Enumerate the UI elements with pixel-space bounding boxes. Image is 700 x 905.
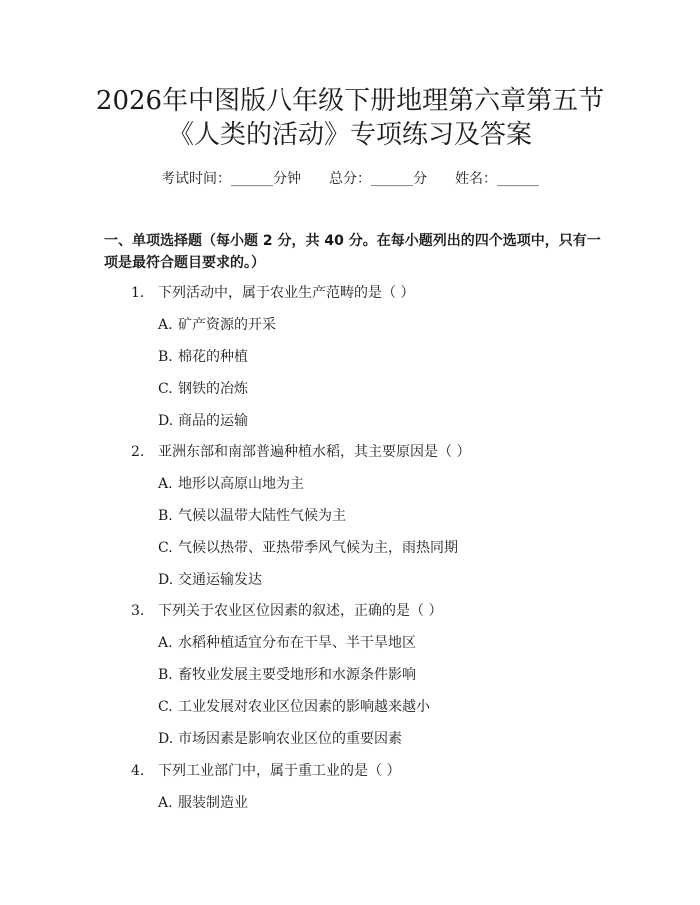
question-text: 下列活动中，属于农业生产范畴的是（ ） xyxy=(158,285,415,301)
option-text: 工业发展对农业区位因素的影响越来越小 xyxy=(178,699,430,715)
question-4 xyxy=(131,760,400,780)
option-letter: A. xyxy=(158,635,173,651)
question-3-option-c xyxy=(158,696,430,716)
option-text: 气候以温带大陆性气候为主 xyxy=(178,508,346,524)
option-letter: D. xyxy=(158,413,174,429)
question-2-option-b xyxy=(158,505,346,525)
question-2-option-d xyxy=(158,569,262,589)
exam-info xyxy=(0,168,700,188)
question-3-option-a xyxy=(158,632,416,652)
option-text: 钢铁的冶炼 xyxy=(178,381,248,397)
option-letter: C. xyxy=(158,381,173,397)
question-2-option-a xyxy=(158,473,304,493)
option-letter: D. xyxy=(158,572,174,588)
option-text: 畜牧业发展主要受地形和水源条件影响 xyxy=(178,667,416,683)
option-letter: D. xyxy=(158,731,174,747)
question-number: 1. xyxy=(131,285,145,301)
question-number: 4. xyxy=(131,763,145,779)
question-1-option-d xyxy=(158,410,248,430)
question-1-option-a xyxy=(158,314,276,334)
option-letter: A. xyxy=(158,476,173,492)
question-text: 亚洲东部和南部普遍种植水稻，其主要原因是（ ） xyxy=(158,444,471,460)
option-letter: C. xyxy=(158,540,173,556)
question-3-option-d xyxy=(158,728,402,748)
question-2 xyxy=(131,441,470,461)
question-text: 下列关于农业区位因素的叙述，正确的是（ ） xyxy=(158,603,443,619)
option-letter: B. xyxy=(158,508,173,524)
question-text: 下列工业部门中，属于重工业的是（ ） xyxy=(158,763,401,779)
option-text: 棉花的种植 xyxy=(178,349,248,365)
exam-time-field: 考试时间：______分钟 xyxy=(161,171,301,187)
option-text: 地形以高原山地为主 xyxy=(178,476,304,492)
document-title-line2: 《人类的活动》专项练习及答案 xyxy=(167,120,532,150)
question-2-option-c xyxy=(158,537,458,557)
question-1 xyxy=(131,282,414,302)
option-text: 矿产资源的开采 xyxy=(178,317,276,333)
option-letter: B. xyxy=(158,667,173,683)
question-3 xyxy=(131,600,442,620)
option-text: 市场因素是影响农业区位的重要因素 xyxy=(178,731,402,747)
option-text: 气候以热带、亚热带季风气候为主，雨热同期 xyxy=(178,540,458,556)
document-title-line1: 2026年中图版八年级下册地理第六章第五节 xyxy=(95,86,605,116)
option-text: 水稻种植适宜分布在干旱、半干旱地区 xyxy=(178,635,416,651)
option-letter: A. xyxy=(158,795,173,811)
question-number: 2. xyxy=(131,444,145,460)
option-letter: C. xyxy=(158,699,173,715)
total-score-field: 总分：______分 xyxy=(329,171,427,187)
question-1-option-c xyxy=(158,378,248,398)
question-4-option-a xyxy=(158,792,248,812)
option-text: 商品的运输 xyxy=(178,413,248,429)
option-letter: A. xyxy=(158,317,173,333)
option-text: 交通运输发达 xyxy=(178,572,262,588)
option-letter: B. xyxy=(158,349,173,365)
option-text: 服装制造业 xyxy=(178,795,248,811)
question-number: 3. xyxy=(131,603,145,619)
question-3-option-b xyxy=(158,664,416,684)
question-1-option-b xyxy=(158,346,248,366)
name-field: 姓名：______ xyxy=(455,171,539,187)
section-heading: 一、单项选择题（每小题 2 分，共 40 分。在每小题列出的四个选项中，只有一项是最符合题目要求的。） xyxy=(104,233,601,271)
